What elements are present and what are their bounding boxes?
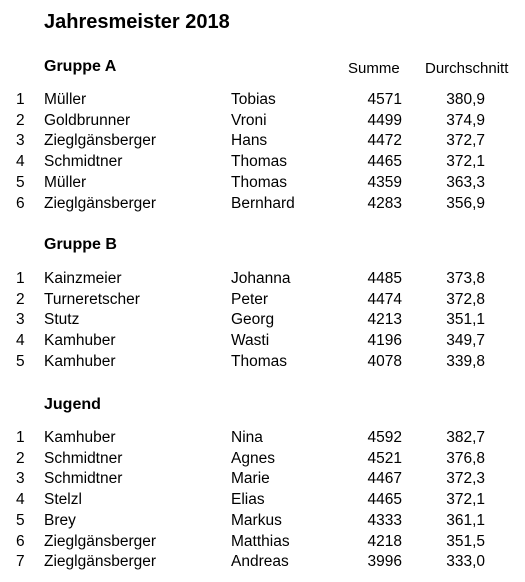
- total-score: 4196: [367, 332, 402, 350]
- total-score: 4359: [367, 173, 402, 191]
- average-score: 372,7: [446, 132, 485, 150]
- rank: 5: [16, 511, 25, 529]
- average-score: 372,3: [446, 470, 485, 488]
- rank: 5: [16, 173, 25, 191]
- rank: 6: [16, 194, 25, 212]
- first-name: Peter: [231, 290, 269, 308]
- first-name: Thomas: [231, 173, 287, 191]
- rank: 4: [16, 332, 25, 350]
- first-name: Marie: [231, 470, 270, 488]
- total-score: 4472: [367, 132, 402, 150]
- last-name: Müller: [44, 173, 87, 191]
- first-name: Tobias: [231, 91, 276, 108]
- average-score: 356,9: [446, 194, 485, 212]
- column-header-sum: Summe: [348, 60, 400, 77]
- total-score: 4499: [367, 111, 402, 129]
- rank: 3: [16, 132, 25, 150]
- rank: 3: [16, 470, 25, 488]
- result-row: [0, 553, 525, 574]
- first-name: Nina: [231, 429, 263, 446]
- total-score: 4571: [367, 91, 402, 108]
- rank: 7: [16, 553, 25, 571]
- average-score: 351,5: [446, 532, 485, 550]
- average-score: 339,8: [446, 352, 485, 370]
- total-score: 4592: [367, 429, 402, 446]
- total-score: 4521: [367, 449, 402, 467]
- column-header-average: Durchschnitt: [425, 60, 509, 77]
- result-row: [0, 132, 525, 153]
- total-score: 4474: [367, 290, 402, 308]
- result-row: [0, 311, 525, 332]
- rank: 4: [16, 153, 25, 171]
- first-name: Johanna: [231, 270, 291, 287]
- average-score: 373,8: [446, 270, 485, 287]
- average-score: 372,1: [446, 491, 485, 509]
- last-name: Müller: [44, 91, 87, 108]
- total-score: 4485: [367, 270, 402, 287]
- first-name: Hans: [231, 132, 268, 150]
- result-row: [0, 112, 525, 133]
- result-row: [0, 174, 525, 195]
- last-name: Zieglgänsberger: [44, 194, 157, 212]
- rank: 2: [16, 449, 25, 467]
- first-name: Wasti: [231, 332, 270, 350]
- last-name: Stutz: [44, 311, 80, 329]
- average-score: 376,8: [446, 449, 485, 467]
- last-name: Zieglgänsberger: [44, 532, 157, 550]
- last-name: Kamhuber: [44, 332, 116, 350]
- rank: 3: [16, 311, 25, 329]
- first-name: Bernhard: [231, 194, 295, 212]
- average-score: 382,7: [446, 429, 485, 446]
- result-row: [0, 195, 525, 216]
- first-name: Matthias: [231, 532, 290, 550]
- last-name: Stelzl: [44, 491, 82, 509]
- total-score: 4465: [367, 153, 402, 171]
- result-row: [0, 429, 525, 450]
- result-row: [0, 512, 525, 533]
- total-score: 4218: [367, 532, 402, 550]
- first-name: Thomas: [231, 153, 287, 171]
- result-row: [0, 91, 525, 112]
- result-row: [0, 153, 525, 174]
- rank: 2: [16, 111, 25, 129]
- total-score: 4465: [367, 491, 402, 509]
- last-name: Schmidtner: [44, 470, 123, 488]
- rank: 2: [16, 290, 25, 308]
- rank: 4: [16, 491, 25, 509]
- last-name: Brey: [44, 511, 76, 529]
- rank: 1: [16, 91, 25, 108]
- last-name: Kamhuber: [44, 352, 116, 370]
- result-row: [0, 332, 525, 353]
- group-heading: Gruppe B: [44, 236, 117, 253]
- first-name: Georg: [231, 311, 275, 329]
- last-name: Schmidtner: [44, 153, 123, 171]
- result-row: [0, 270, 525, 291]
- total-score: 4078: [367, 352, 402, 370]
- first-name: Markus: [231, 511, 282, 529]
- last-name: Goldbrunner: [44, 111, 131, 129]
- first-name: Agnes: [231, 449, 275, 467]
- first-name: Andreas: [231, 553, 289, 571]
- total-score: 4213: [367, 311, 402, 329]
- first-name: Vroni: [231, 111, 267, 129]
- last-name: Schmidtner: [44, 449, 123, 467]
- first-name: Thomas: [231, 352, 287, 370]
- group-heading: Jugend: [44, 396, 101, 413]
- group-heading: Gruppe A: [44, 58, 117, 75]
- last-name: Turneretscher: [44, 290, 140, 308]
- average-score: 372,1: [446, 153, 485, 171]
- average-score: 361,1: [446, 511, 485, 529]
- average-score: 374,9: [446, 111, 485, 129]
- last-name: Zieglgänsberger: [44, 132, 157, 150]
- total-score: 4467: [367, 470, 402, 488]
- result-row: [0, 353, 525, 374]
- result-row: [0, 491, 525, 512]
- average-score: 349,7: [446, 332, 485, 350]
- average-score: 372,8: [446, 290, 485, 308]
- last-name: Zieglgänsberger: [44, 553, 157, 571]
- average-score: 380,9: [446, 91, 485, 108]
- rank: 1: [16, 429, 25, 446]
- average-score: 351,1: [446, 311, 485, 329]
- result-row: [0, 470, 525, 491]
- total-score: 4333: [367, 511, 402, 529]
- last-name: Kainzmeier: [44, 270, 122, 287]
- average-score: 333,0: [446, 553, 485, 571]
- result-row: [0, 291, 525, 312]
- rank: 5: [16, 352, 25, 370]
- average-score: 363,3: [446, 173, 485, 191]
- first-name: Elias: [231, 491, 265, 509]
- page-title: Jahresmeister 2018: [44, 11, 230, 33]
- rank: 1: [16, 270, 25, 287]
- total-score: 4283: [367, 194, 402, 212]
- total-score: 3996: [367, 553, 402, 571]
- result-row: [0, 533, 525, 554]
- last-name: Kamhuber: [44, 429, 116, 446]
- result-row: [0, 450, 525, 471]
- rank: 6: [16, 532, 25, 550]
